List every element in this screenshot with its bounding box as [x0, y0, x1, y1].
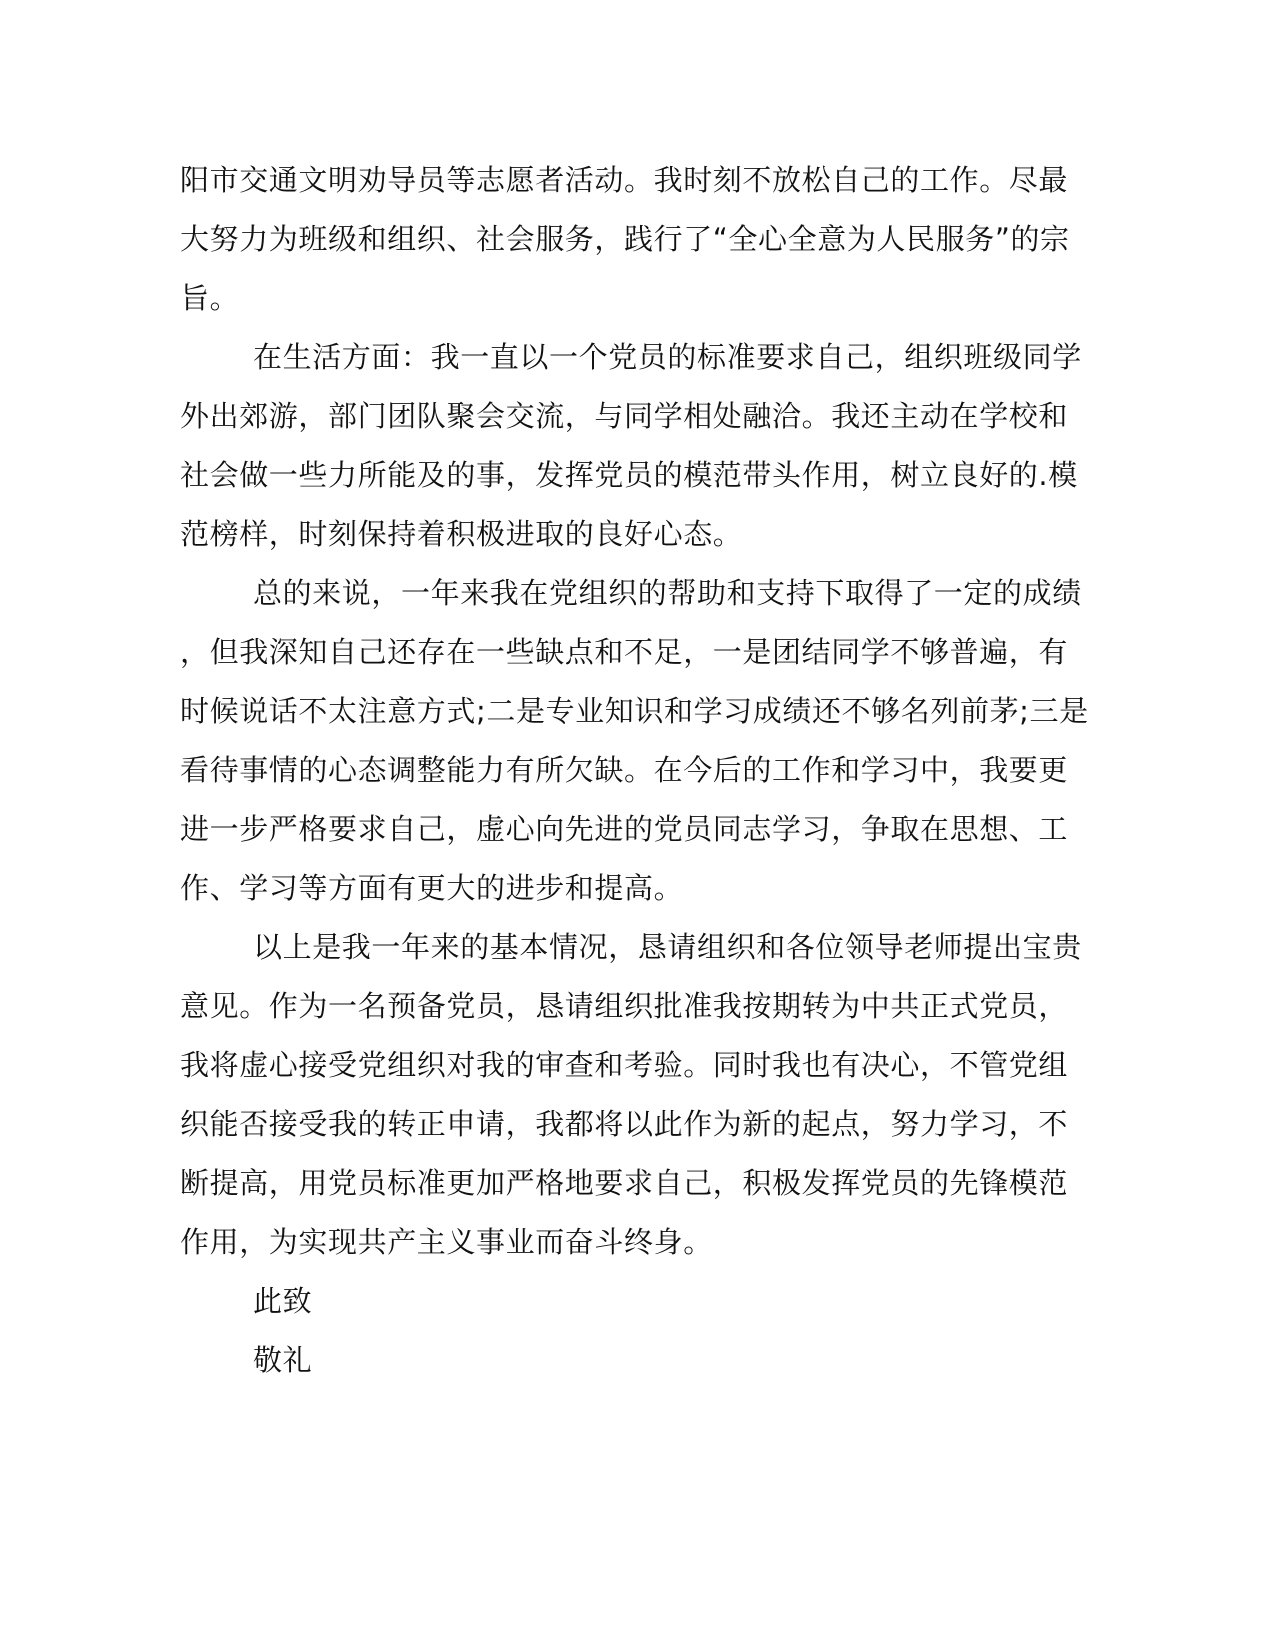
text-line: 看待事情的心态调整能力有所欠缺。在今后的工作和学习中，我要更 — [180, 753, 1069, 787]
text-line: 时候说话不太注意方式;二是专业知识和学习成绩还不够名列前茅;三是 — [180, 694, 1089, 728]
text-line: 范榜样，时刻保持着积极进取的良好心态。 — [180, 517, 743, 551]
text-line: 进一步严格要求自己，虚心向先进的党员同志学习，争取在思想、工 — [180, 812, 1069, 846]
text-line: 在生活方面：我一直以一个党员的标准要求自己，组织班级同学 — [253, 340, 1082, 374]
text-line: 作、学习等方面有更大的进步和提高。 — [180, 871, 684, 905]
text-line: 断提高，用党员标准更加严格地要求自己，积极发挥党员的先锋模范 — [180, 1166, 1069, 1200]
text-line: ，但我深知自己还存在一些缺点和不足，一是团结同学不够普遍，有 — [180, 635, 1069, 669]
text-line: 阳市交通文明劝导员等志愿者活动。我时刻不放松自己的工作。尽最 — [180, 163, 1069, 197]
text-line: 我将虚心接受党组织对我的审查和考验。同时我也有决心，不管党组 — [180, 1048, 1069, 1082]
closing-regards: 敬礼 — [253, 1343, 313, 1377]
text-line: 作用，为实现共产主义事业而奋斗终身。 — [180, 1225, 713, 1259]
text-line: 旨。 — [180, 281, 240, 315]
text-line: 外出郊游，部门团队聚会交流，与同学相处融洽。我还主动在学校和 — [180, 399, 1069, 433]
text-line: 意见。作为一名预备党员，恳请组织批准我按期转为中共正式党员， — [180, 989, 1069, 1023]
text-line: 社会做一些力所能及的事，发挥党员的模范带头作用，树立良好的.模 — [180, 458, 1078, 492]
text-line: 织能否接受我的转正申请，我都将以此作为新的起点，努力学习，不 — [180, 1107, 1069, 1141]
text-line: 总的来说，一年来我在党组织的帮助和支持下取得了一定的成绩 — [253, 576, 1082, 610]
text-line: 以上是我一年来的基本情况，恳请组织和各位领导老师提出宝贵 — [253, 930, 1082, 964]
text-line: 大努力为班级和组织、社会服务，践行了“全心全意为人民服务”的宗 — [180, 222, 1070, 256]
closing-salutation: 此致 — [253, 1284, 313, 1318]
